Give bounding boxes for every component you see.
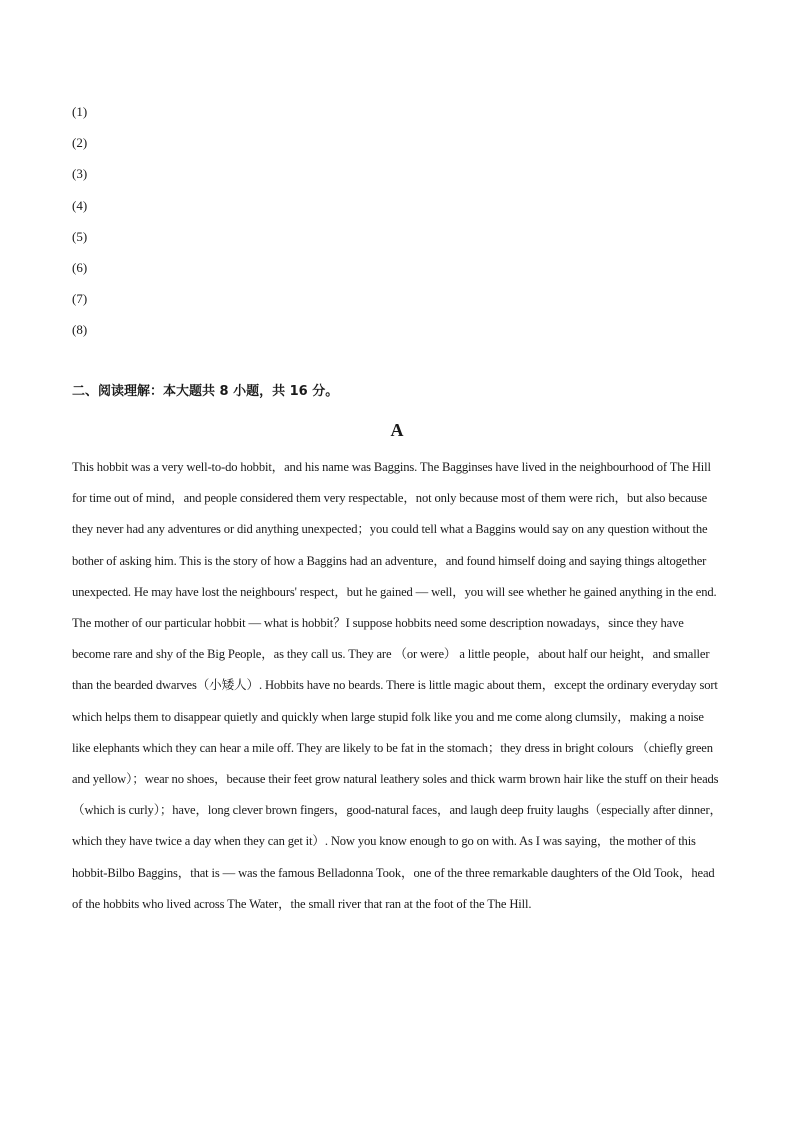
answer-number: (8) bbox=[72, 322, 88, 338]
passage-title: A bbox=[390, 420, 404, 440]
answer-number: (2) bbox=[72, 135, 88, 151]
answer-number-list bbox=[72, 103, 87, 353]
answer-number: (7) bbox=[72, 291, 88, 307]
answer-number: (3) bbox=[72, 166, 88, 182]
reading-passage bbox=[72, 452, 722, 920]
answer-number: (6) bbox=[72, 259, 88, 275]
answer-number: (1) bbox=[72, 104, 88, 119]
passage-paragraph: This hobbit was a very well-to-do hobbit，and his name was Baggins. The Bagginses have lived in the neighbourhood of The Hill for time out of mind，and people considered them very respectable，not only because most of them were rich，but also because they never had any adventures or did anything unexpected；you could tell what a Baggins would say on any question without the bother of asking him. This is the story of how a Baggins had an adventure，and found himself doing and saying things altogether unexpected. He may have lost the neighbours' respect，but he gained — well，you will see whether he gained anything in the end. bbox=[72, 460, 717, 599]
section-heading: 二、阅读理解：本大题共 8 小题，共 16 分。 bbox=[72, 384, 339, 399]
passage-paragraph: The mother of our particular hobbit — what is hobbit？I suppose hobbits need some description nowadays，since they have become rare and shy of the Big People，as they call us. They are （or were） a little people，about half our height，and smaller than the bearded dwarves（小矮人）. Hobbits have no beards. There is little magic about them，except the ordinary everyday sort which helps them to disappear quietly and quickly when large stupid folk like you and me come along clumsily，making a noise like elephants which they can hear a mile off. They are likely to be fat in the stomach；they dress in bright colours （chiefly green and yellow）；wear no shoes，because their feet grow natural leathery soles and thick warm brown hair like the stuff on their heads（which is curly）；have，long clever brown fingers，good-natural faces，and laugh deep fruity laughs（especially after dinner，which they have twice a day when they can get it）. Now you know enough to go on with. As I was saying，the mother of this hobbit-Bilbo Baggins，that is — was the famous Belladonna Took，one of the three remarkable daughters of the Old Took，head of the hobbits who lived across The Water，the small river that ran at the foot of the The Hill. bbox=[72, 616, 722, 911]
answer-number: (5) bbox=[72, 228, 88, 244]
answer-number: (4) bbox=[72, 197, 88, 213]
